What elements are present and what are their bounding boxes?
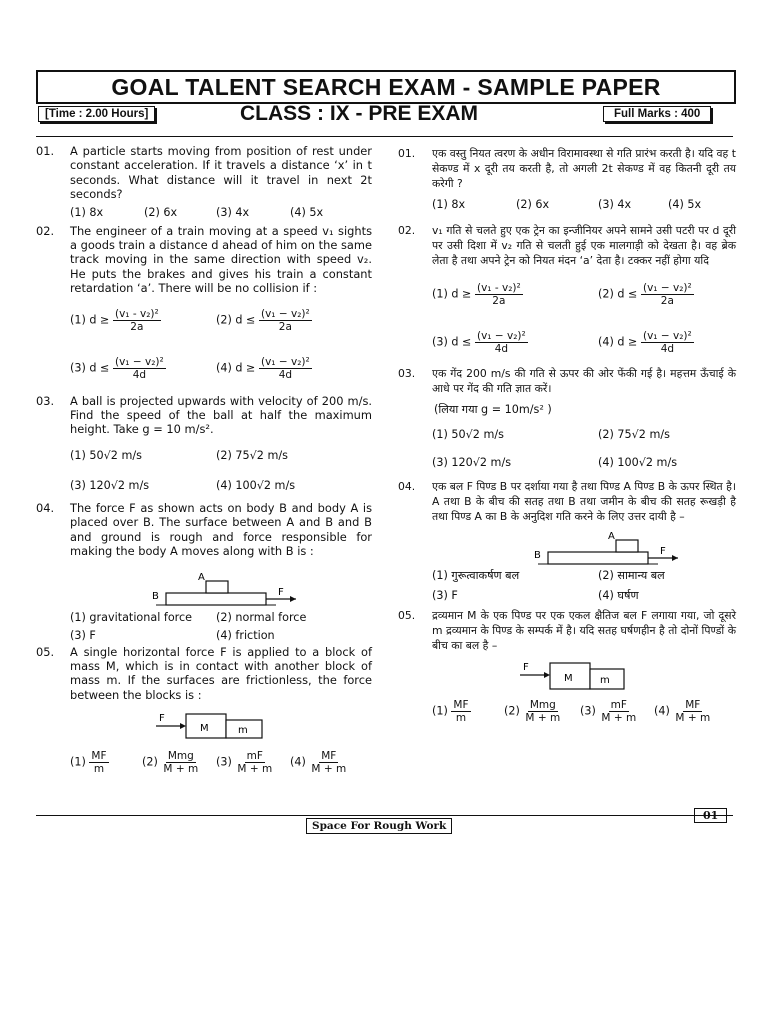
question-text: The force F as shown acts on body B and body A is placed over B. The surface between A and B and B and ground is rough and force responsible for making the body A moves along with B is : <box>70 500 372 559</box>
q2-options <box>398 268 736 366</box>
question-text: A particle starts moving from position of rest under constant acceleration. If it travels a distance ‘x’ in t seconds. What distance will it travel in next 2t seconds? <box>70 144 372 202</box>
question-number: 02. <box>36 223 55 238</box>
option-1: (1) 50√2 m/s <box>432 428 504 441</box>
denominator: 4d <box>132 368 147 381</box>
fraction <box>113 356 166 381</box>
option-3: (3) 120√2 m/s <box>432 456 512 469</box>
option-1: (1) 8x <box>432 198 466 211</box>
question-text: एक बल F पिण्ड B पर दर्शाया गया है तथा पिण्ड A पिण्ड B के ऊपर स्थित है। A तथा B के बीच की सतह तथा B तथा जमीन के बीच की सतह रूखड़ी है तथा पिण्ड A का B के अनुदिश गति करने के लिए उत्तर दायी है – <box>432 480 736 523</box>
fraction <box>113 308 161 333</box>
numerator: (v₁ − v₂)² <box>643 282 692 294</box>
gravity-note: (लिया गया g = 10m/s² ) <box>434 403 552 416</box>
denominator: 4d <box>660 343 675 355</box>
q4-diagram <box>398 524 736 568</box>
option-1 <box>70 308 161 333</box>
option-4: (4) 100√2 m/s <box>216 478 296 492</box>
question-text: v₁ गति से चलते हुए एक ट्रेन का इन्जीनियर अपने सामने उसी पटरी पर d दूरी पर उसी दिशा में v₂ गति से चलती हुई एक मालगाड़ी को देखता है। वह ब्रेक लेता है तथा अपने ट्रेन को नियत मंदन ‘a’ देता है। टक्कर नहीं होगा यदि <box>432 224 736 267</box>
question-number: 04. <box>398 480 416 493</box>
question-2 <box>398 223 736 268</box>
question-number: 01. <box>398 147 416 160</box>
question-number: 05. <box>398 609 416 622</box>
page-number: 01 <box>694 808 727 823</box>
question-text: A ball is projected upwards with velocity of 200 m/s. Find the speed of the ball at half the maximum height. Take g = 10 m/s². <box>70 393 372 437</box>
block-on-block-diagram <box>146 569 306 609</box>
two-blocks-diagram <box>520 661 670 695</box>
numerator: MF <box>321 750 337 763</box>
q4-options <box>36 611 372 645</box>
numerator: MF <box>453 699 469 711</box>
numerator: (v₁ - v₂)² <box>115 307 159 320</box>
q4-diagram <box>36 559 372 611</box>
fraction <box>259 308 312 333</box>
option-2: (2) 75√2 m/s <box>598 428 670 441</box>
numerator: (v₁ - v₂)² <box>477 282 521 294</box>
question-text: एक गेंद 200 m/s की गति से ऊपर की ओर फेंकी गई है। महत्तम ऊँचाई के आधे पर गेंद की गति ज्ञात करें। <box>432 367 736 395</box>
denominator: m <box>93 763 105 776</box>
fraction <box>451 699 470 724</box>
class-title: CLASS : IX - PRE EXAM <box>240 102 479 125</box>
option-2: (2) सामान्य बल <box>598 569 665 582</box>
label-small-m: m <box>238 725 248 737</box>
option-label: (3) <box>216 755 232 769</box>
option-4 <box>216 356 312 381</box>
question-1 <box>398 146 736 191</box>
option-label: (2) <box>504 704 520 718</box>
question-3 <box>36 394 372 437</box>
fraction <box>641 282 694 307</box>
q3-options <box>398 417 736 479</box>
question-4 <box>36 501 372 559</box>
option-1: (1) गुरूत्वाकर्षण बल <box>432 569 520 582</box>
numerator: Mmg <box>529 699 556 711</box>
option-2 <box>216 308 312 333</box>
option-1 <box>432 282 523 307</box>
q2-options <box>36 296 372 394</box>
denominator: 2a <box>130 320 144 333</box>
option-4 <box>654 699 712 724</box>
question-number: 03. <box>398 367 416 380</box>
question-text: The engineer of a train moving at a speed v₁ sights a goods train a distance d ahead of him on the same track moving in the same direction with speed v₂. He puts the brakes and gives his train a constant retardation ‘a’. There will be no collision if : <box>70 223 372 296</box>
denominator: 2a <box>492 295 506 307</box>
option-1 <box>70 750 109 775</box>
denominator: 4d <box>494 343 509 355</box>
header-divider <box>36 136 733 137</box>
question-text: द्रव्यमान M के एक पिण्ड पर एक एकल क्षैतिज बल F लगाया गया, जो दूसरे m द्रव्यमान के पिण्ड के सम्पर्क में है। यदि सतह घर्षणहीन है तो दोनों पिण्डों के बीच का बल है – <box>432 609 736 652</box>
marks-box: Full Marks : 400 <box>603 106 711 122</box>
numerator: Mmg <box>167 750 194 763</box>
label-big-m: M <box>564 673 573 684</box>
option-2 <box>504 699 562 724</box>
option-label: (3) d ≤ <box>70 361 110 375</box>
denominator: M + m <box>163 763 199 776</box>
denominator: M + m <box>525 712 561 724</box>
numerator: mF <box>246 750 263 763</box>
option-4: (4) 5x <box>290 205 324 219</box>
question-1 <box>36 144 372 202</box>
option-4 <box>598 330 694 355</box>
option-3 <box>580 699 638 724</box>
option-2: (2) 75√2 m/s <box>216 448 288 462</box>
question-5 <box>398 608 736 653</box>
numerator: (v₁ − v₂)² <box>261 307 310 320</box>
option-label: (3) d ≤ <box>432 335 472 349</box>
option-1: (1) 50√2 m/s <box>70 448 142 462</box>
question-2 <box>36 224 372 296</box>
label-small-m: m <box>600 675 610 686</box>
block-on-block-diagram <box>528 528 688 568</box>
q1-options <box>36 206 372 224</box>
question-number: 05. <box>36 644 55 659</box>
option-4: (4) 5x <box>668 198 702 211</box>
two-blocks-diagram <box>156 712 306 746</box>
option-3: (3) F <box>432 589 458 602</box>
fraction <box>235 750 274 775</box>
option-1 <box>432 699 471 724</box>
option-1: (1) gravitational force <box>70 610 193 624</box>
question-3 <box>398 366 736 396</box>
option-3: (3) 4x <box>216 205 250 219</box>
label-b: B <box>152 590 159 602</box>
label-b: B <box>534 550 541 561</box>
q5-diagram <box>398 653 736 695</box>
footer-divider <box>36 815 733 816</box>
q5-options <box>398 695 736 729</box>
label-big-m: M <box>200 723 209 735</box>
numerator: mF <box>610 699 627 711</box>
option-4: (4) friction <box>216 628 275 642</box>
label-f: F <box>660 546 666 557</box>
option-4: (4) घर्षण <box>598 589 639 602</box>
option-label: (4) d ≥ <box>216 361 256 375</box>
question-number: 02. <box>398 224 416 237</box>
option-2 <box>598 282 694 307</box>
rough-work-label: Space For Rough Work <box>306 818 452 834</box>
option-label: (3) <box>580 704 596 718</box>
option-3: (3) F <box>70 628 96 642</box>
option-label: (1) d ≥ <box>70 313 110 327</box>
label-f: F <box>523 662 529 673</box>
fraction <box>259 356 312 381</box>
numerator: (v₁ − v₂)² <box>477 330 526 342</box>
q5-options <box>36 746 372 780</box>
fraction <box>161 750 200 775</box>
numerator: MF <box>685 699 701 711</box>
question-text: A single horizontal force F is applied to a block of mass M, which is in contact with another block of mass m. If the surfaces are frictionless, the force between the blocks is : <box>70 644 372 702</box>
denominator: M + m <box>675 712 711 724</box>
question-number: 04. <box>36 500 55 515</box>
numerator: (v₁ − v₂)² <box>115 355 164 368</box>
denominator: 2a <box>660 295 674 307</box>
numerator: MF <box>91 750 107 763</box>
fraction <box>475 282 523 307</box>
english-column <box>36 144 372 780</box>
option-label: (4) <box>290 755 306 769</box>
question-4 <box>398 479 736 524</box>
option-3: (3) 120√2 m/s <box>70 478 150 492</box>
option-3 <box>432 330 528 355</box>
option-3 <box>216 750 274 775</box>
q3-options <box>36 437 372 501</box>
option-3: (3) 4x <box>598 198 632 211</box>
paper-title: GOAL TALENT SEARCH EXAM - SAMPLE PAPER <box>36 70 736 104</box>
option-label: (4) d ≥ <box>598 335 638 349</box>
option-2: (2) 6x <box>516 198 550 211</box>
denominator: 4d <box>278 368 293 381</box>
option-label: (2) d ≤ <box>216 313 256 327</box>
denominator: M + m <box>601 712 637 724</box>
question-5 <box>36 645 372 703</box>
option-4 <box>290 750 348 775</box>
fraction <box>523 699 562 724</box>
option-1: (1) 8x <box>70 205 104 219</box>
question-number: 03. <box>36 393 55 408</box>
denominator: M + m <box>237 763 273 776</box>
option-label: (4) <box>654 704 670 718</box>
fraction <box>309 750 348 775</box>
fraction <box>475 330 528 355</box>
hindi-column <box>398 146 736 729</box>
time-box: [Time : 2.00 Hours] <box>38 106 155 122</box>
option-label: (2) <box>142 755 158 769</box>
option-4: (4) 100√2 m/s <box>598 456 678 469</box>
option-2: (2) 6x <box>144 205 178 219</box>
fraction <box>599 699 638 724</box>
option-label: (1) <box>70 755 86 769</box>
question-number: 01. <box>36 144 55 158</box>
label-f: F <box>278 586 284 598</box>
fraction <box>673 699 712 724</box>
label-a: A <box>608 531 615 542</box>
q4-options <box>398 568 736 608</box>
denominator: M + m <box>311 763 347 776</box>
fraction <box>89 750 108 775</box>
fraction <box>641 330 694 355</box>
option-label: (1) d ≥ <box>432 287 472 301</box>
option-3 <box>70 356 166 381</box>
q1-options <box>398 197 736 223</box>
denominator: 2a <box>278 320 292 333</box>
label-a: A <box>198 571 205 583</box>
numerator: (v₁ − v₂)² <box>261 355 310 368</box>
option-2 <box>142 750 200 775</box>
option-2: (2) normal force <box>216 610 307 624</box>
numerator: (v₁ − v₂)² <box>643 330 692 342</box>
q5-diagram <box>36 702 372 746</box>
denominator: m <box>455 712 467 724</box>
option-label: (1) <box>432 704 448 718</box>
label-f: F <box>159 713 165 725</box>
question-text: एक वस्तु नियत त्वरण के अधीन विरामावस्था से गति प्रारंभ करती है। यदि वह t सेकण्ड में x दूरी तय करती है, तो अगली 2t सेकण्ड में वह कितनी दूरी तय करेगी ? <box>432 147 736 190</box>
option-label: (2) d ≤ <box>598 287 638 301</box>
